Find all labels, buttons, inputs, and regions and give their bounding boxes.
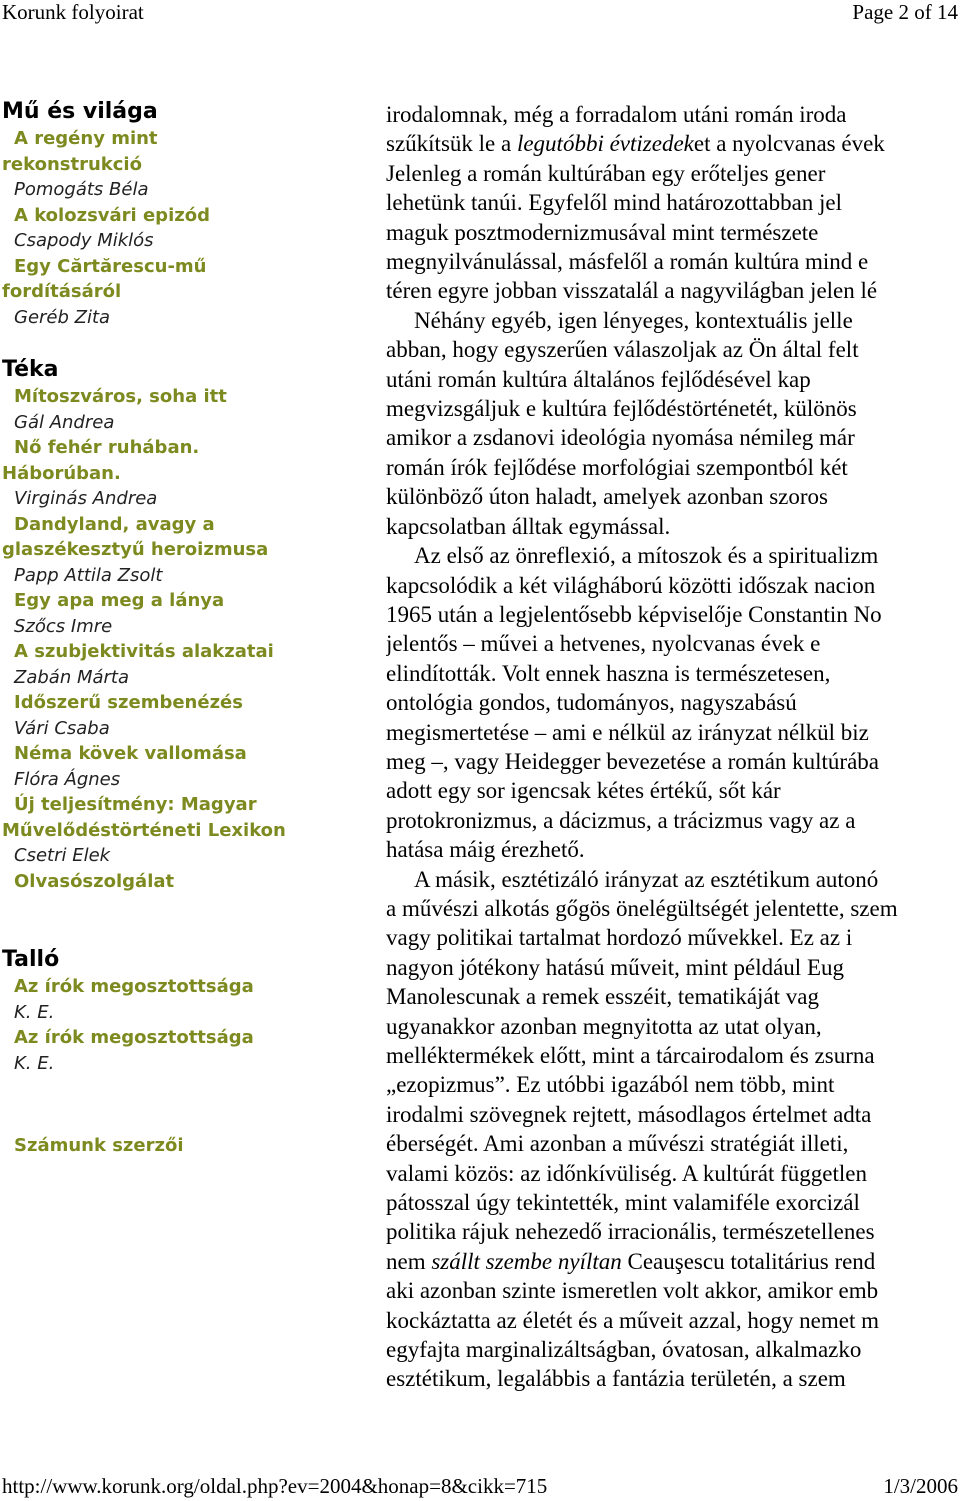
sidebar-item-cartarescu[interactable]: [2, 254, 332, 331]
text-line: éberségét. Ami azonban a művészi stratégiát illeti,: [386, 1131, 849, 1157]
text-line: jelentős – művei a hetvenes, nyolcvanas évek e: [386, 631, 821, 657]
article-author: Vári Csaba: [14, 717, 110, 739]
sidebar-item-apa-lanya[interactable]: [2, 588, 332, 639]
sidebar-item-dandyland[interactable]: [2, 512, 332, 589]
article-link[interactable]: Az írók megosztottsága: [14, 976, 254, 997]
article-link-cont[interactable]: rekonstrukció: [2, 153, 142, 175]
text-span: nem: [386, 1248, 432, 1274]
article-link[interactable]: Néma kövek vallomása: [14, 743, 247, 764]
text-line: nagyon jótékony hatású műveit, mint például Eug: [386, 954, 845, 980]
text-line: különböző úton haladt, amelyek azonban szoros: [386, 484, 828, 510]
sidebar-item-lexikon[interactable]: [2, 792, 332, 869]
article-link[interactable]: Mítoszváros, soha itt: [14, 386, 227, 407]
article-author: Geréb Zita: [14, 306, 111, 328]
text-line: irodalomnak, még a forradalom utáni román iroda: [386, 102, 847, 127]
italic-span: szállt szembe nyíltan: [431, 1248, 622, 1274]
text-line: megismertetése – ami e nélkül az irányzat nélkül biz: [386, 719, 869, 745]
article-body: [386, 100, 960, 1394]
text-line: melléktermékek előtt, mint a tárcairodalom és zsurna: [386, 1043, 875, 1068]
text-line: vagy politikai tartalmat hordozó művekkel. Ez az i: [386, 925, 853, 951]
text-line: téren egyre jobban visszatalál a nagyvilágban jelen lé: [386, 278, 878, 304]
footer-date: 1/3/2006: [883, 1474, 958, 1498]
text-line: Néhány egyéb, igen lényeges, kontextuális jelle: [414, 307, 853, 333]
text-line: lehetünk tanúi. Egyfelől mind határozottabban jel: [386, 190, 843, 216]
article-author: K. E.: [14, 1001, 55, 1023]
article-link[interactable]: Időszerű szembenézés: [14, 692, 243, 713]
text-line: Manolescunak a remek esszéit, tematikáját vag: [386, 984, 819, 1010]
text-line: [386, 1247, 960, 1276]
text-line: utáni román kultúra általános fejlődésével kap: [386, 366, 811, 392]
text-line: „ezopizmus”. Ez utóbbi igazából nem több, mint: [386, 1072, 835, 1098]
text-line: [386, 129, 960, 158]
text-line: elindították. Volt ennek haszna is természetesen,: [386, 660, 831, 686]
article-author: Papp Attila Zsolt: [14, 564, 163, 586]
text-line: a művészi alkotás gőgös önelégültségét jelentette, szem: [386, 895, 898, 921]
text-line: protokronizmus, a dácizmus, a trácizmus vagy az a: [386, 807, 856, 833]
article-link-cont[interactable]: fordításáról: [2, 281, 122, 302]
text-line: meg –, vagy Heidegger bevezetése a román kultúrába: [386, 748, 880, 774]
header-site-title: Korunk folyoirat: [2, 0, 144, 24]
text-line: esztétikum, legalábbis a fantázia területén, a szem: [386, 1366, 846, 1392]
text-line: amikor a zsdanovi ideológia nyomása némileg már: [386, 425, 855, 451]
sidebar-section-mu-es-vilaga: [2, 98, 332, 330]
article-link[interactable]: Számunk szerzői: [14, 1135, 184, 1156]
sidebar-item-regeny[interactable]: [2, 126, 332, 203]
article-author: Pomogáts Béla: [14, 179, 149, 200]
text-line: ugyanakkor azonban megnyitotta az utat olyan,: [386, 1013, 822, 1039]
article-author: Szőcs Imre: [14, 615, 113, 637]
article-link[interactable]: Egy apa meg a lánya: [14, 590, 225, 611]
text-line: Az első az önreflexió, a mítoszok és a spiritualizm: [414, 543, 879, 569]
header-page-number: Page 2 of 14: [852, 0, 958, 24]
text-line: maguk posztmodernizmusával mint természete: [386, 219, 819, 245]
article-link[interactable]: Az írók megosztottsága: [14, 1027, 254, 1048]
article-link[interactable]: A kolozsvári epizód: [14, 204, 210, 226]
sidebar-item-irok-1[interactable]: [2, 974, 332, 1025]
article-link[interactable]: Új teljesítmény: Magyar: [14, 794, 257, 815]
article-author: Gál Andrea: [14, 411, 115, 433]
sidebar-section-tallo: [2, 946, 332, 1076]
sidebar-item-irok-2[interactable]: [2, 1025, 332, 1076]
text-line: politika rájuk nehezedő irracionális, természetellenes: [386, 1219, 875, 1245]
text-line: valami közös: az időnkívüliség. A kultúrát független: [386, 1160, 867, 1186]
text-line: aki azonban szinte ismeretlen volt akkor, amikor emb: [386, 1278, 879, 1304]
sidebar-item-szerzok[interactable]: [2, 1133, 332, 1159]
sidebar-item-kolozsvari[interactable]: [2, 203, 332, 254]
text-span: et a nyolcvanas évek: [693, 131, 885, 157]
article-link[interactable]: A regény mint: [14, 128, 158, 149]
article-link[interactable]: Nő fehér ruhában.: [14, 437, 200, 458]
sidebar-item-olvasoszolgalat[interactable]: [2, 869, 332, 895]
text-line: hatása máig érezhető.: [386, 837, 585, 863]
sidebar-item-nema-kovek[interactable]: [2, 741, 332, 792]
text-line: abban, hogy egyszerűen válaszoljak az Ön által felt: [386, 337, 859, 363]
text-line: kapcsolódik a két világháború közötti időszak nacion: [386, 572, 876, 598]
article-author: Zabán Márta: [14, 666, 129, 688]
text-line: Jelenleg a román kultúrában egy erőteljes gener: [386, 160, 826, 186]
article-link[interactable]: Dandyland, avagy a: [14, 513, 215, 535]
text-line: kockáztatta az életét és a műveit azzal, hogy nemet m: [386, 1307, 879, 1333]
article-author: Csapody Miklós: [14, 230, 154, 251]
sidebar-nav: [2, 98, 332, 1159]
sidebar-item-szubjektivitas[interactable]: [2, 639, 332, 690]
article-author: K. E.: [14, 1052, 55, 1074]
footer-url: http://www.korunk.org/oldal.php?ev=2004&honap=8&cikk=715: [2, 1474, 548, 1498]
text-line: román írók fejlődése morfológiai szempontból két: [386, 454, 848, 480]
text-line: adott egy sor igencsak kétes értékű, sőt kár: [386, 778, 781, 804]
article-link-cont[interactable]: Háborúban.: [2, 462, 121, 484]
sidebar-item-no-feher[interactable]: [2, 435, 332, 512]
text-span: Ceauşescu totalitárius rend: [621, 1248, 876, 1274]
text-line: pátosszal úgy tekintették, mint valamiféle exorcizál: [386, 1190, 860, 1216]
text-line: megnyilvánulással, másfelől a román kultúra mind e: [386, 249, 869, 275]
sidebar-item-idoszeru[interactable]: [2, 690, 332, 741]
text-line: irodalmi szövegnek rejtett, másodlagos értelmet adta: [386, 1101, 872, 1127]
text-line: egyfajta marginalizáltságban, óvatosan, alkalmazko: [386, 1337, 862, 1363]
section-heading: Téka: [2, 357, 59, 382]
article-author: Csetri Elek: [14, 845, 111, 866]
article-author: Virginás Andrea: [14, 488, 158, 509]
section-heading: Talló: [2, 947, 60, 972]
text-line: megvizsgáljuk e kultúra fejlődéstörténetét, különös: [386, 396, 857, 422]
text-span: szűkítsük le a: [386, 131, 517, 157]
text-line: 1965 után a legjelentősebb képviselője Constantin No: [386, 601, 882, 627]
section-heading: Mű és világa: [2, 99, 158, 124]
sidebar-section-teka: [2, 356, 332, 894]
text-line: A másik, esztétizáló irányzat az esztétikum autonó: [414, 866, 879, 892]
text-line: ontológia gondos, tudományos, nagyszabású: [386, 690, 797, 716]
article-link[interactable]: A szubjektivitás alakzatai: [14, 641, 274, 662]
text-line: kapcsolatban álltak egymással.: [386, 513, 671, 539]
sidebar-item-mitoszvaros[interactable]: [2, 384, 332, 435]
article-author: Flóra Ágnes: [14, 768, 121, 790]
italic-span: legutóbbi évtizedek: [516, 131, 694, 157]
article-link-cont[interactable]: Művelődéstörténeti Lexikon: [2, 819, 286, 841]
article-link[interactable]: Olvasószolgálat: [14, 870, 175, 892]
article-link-cont[interactable]: glaszékesztyű heroizmusa: [2, 539, 269, 560]
article-link[interactable]: Egy Cărtărescu-mű: [14, 255, 207, 277]
